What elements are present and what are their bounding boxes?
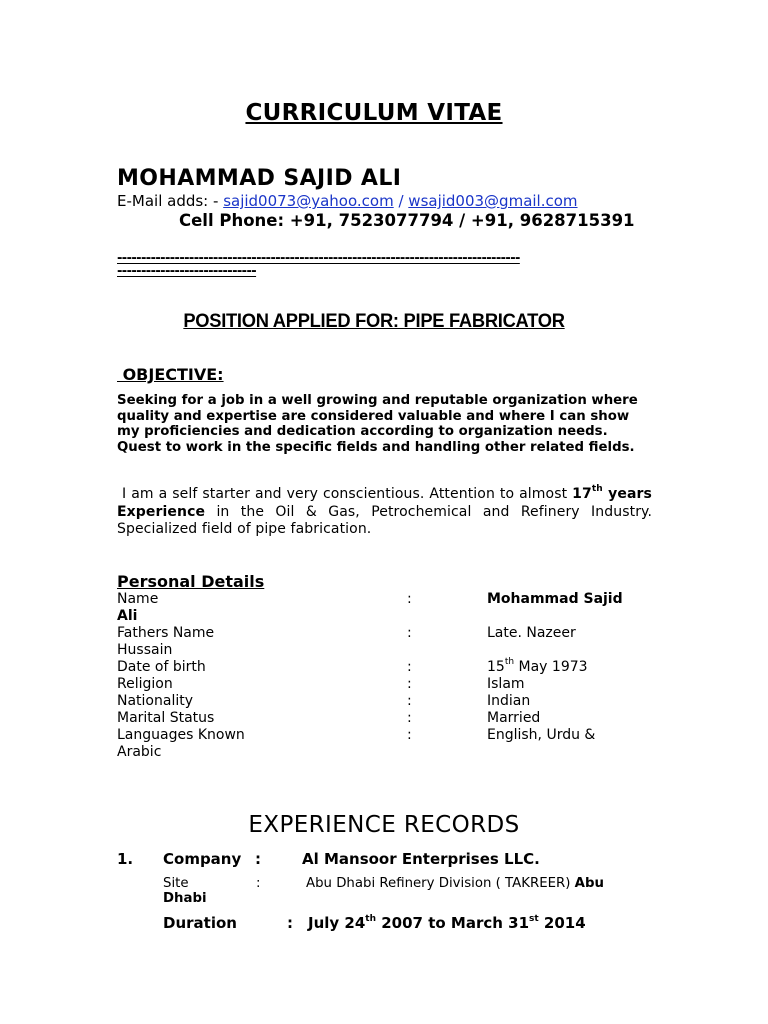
duration-end-suffix: st xyxy=(529,914,539,924)
divider-line xyxy=(117,252,520,278)
summary-years-number: 17 xyxy=(572,486,592,502)
detail-colon: : xyxy=(407,710,412,726)
detail-label: Nationality xyxy=(117,693,194,709)
detail-value-continued: Hussain xyxy=(117,642,173,658)
site-value-bold: Abu xyxy=(574,876,604,891)
detail-value: Married xyxy=(487,710,541,726)
detail-value xyxy=(487,659,588,676)
detail-value-continued: Arabic xyxy=(117,744,162,760)
duration-value xyxy=(308,914,586,932)
detail-value: Late. Nazeer xyxy=(487,625,576,641)
site-colon: : xyxy=(256,876,261,891)
candidate-name: MOHAMMAD SAJID ALI xyxy=(117,166,402,191)
summary-paragraph xyxy=(117,486,652,539)
company-colon: : xyxy=(255,850,261,868)
experience-heading: EXPERIENCE RECORDS xyxy=(248,812,520,838)
summary-text-1: I am a self starter and very conscientious. Attention to almost xyxy=(117,486,573,502)
detail-colon: : xyxy=(407,727,412,743)
detail-label: Date of birth xyxy=(117,659,206,675)
detail-value: Islam xyxy=(487,676,525,692)
detail-value-continued: Ali xyxy=(117,608,138,624)
email-separator: / xyxy=(393,192,409,210)
email-link-gmail[interactable]: wsajid003@gmail.com xyxy=(408,192,578,210)
dob-month-year: May 1973 xyxy=(514,659,588,675)
detail-value: English, Urdu & xyxy=(487,727,596,743)
duration-colon: : xyxy=(287,914,293,932)
duration-label: Duration xyxy=(163,914,237,932)
dob-day-suffix: th xyxy=(504,657,515,668)
dob-day: 15 xyxy=(487,659,505,675)
duration-start-suffix: th xyxy=(365,914,376,924)
email-label: E-Mail adds: - xyxy=(117,192,224,210)
email-line xyxy=(117,192,578,210)
detail-colon: : xyxy=(407,676,412,692)
phone-numbers: Cell Phone: +91, 7523077794 / +91, 9628715391 xyxy=(179,211,635,230)
divider-line-2: ----------------------------- xyxy=(117,264,257,279)
duration-middle: 2007 to March 31 xyxy=(376,914,530,932)
position-applied-text: POSITION APPLIED FOR: PIPE FABRICATOR xyxy=(183,310,565,332)
personal-details-heading: Personal Details xyxy=(117,572,265,591)
site-value-text: Abu Dhabi Refinery Division ( TAKREER) xyxy=(306,876,575,891)
detail-label: Fathers Name xyxy=(117,625,215,641)
detail-label: Religion xyxy=(117,676,173,692)
company-label: Company xyxy=(163,850,242,868)
detail-value: Indian xyxy=(487,693,531,709)
divider-line-1: ------------------------------------------------------------------------------------ xyxy=(117,251,520,266)
duration-start: July 24 xyxy=(308,914,366,932)
duration-end: 2014 xyxy=(538,914,586,932)
detail-colon: : xyxy=(407,625,412,641)
detail-colon: : xyxy=(407,591,412,607)
detail-label: Marital Status xyxy=(117,710,215,726)
summary-years-label: years Experience xyxy=(117,486,652,520)
position-applied xyxy=(22,310,725,333)
objective-paragraph: Seeking for a job in a well growing and reputable organization where quality and expertise are considered valuable and where I can show my proficiencies and dedication according to organization needs. Quest to work in the specific fields and handling other related fields. xyxy=(117,393,638,455)
company-name: Al Mansoor Enterprises LLC. xyxy=(302,850,540,868)
detail-colon: : xyxy=(407,693,412,709)
detail-value: Mohammad Sajid xyxy=(487,591,623,607)
site-value-continued: Dhabi xyxy=(163,891,207,906)
detail-label: Name xyxy=(117,591,159,607)
summary-years-suffix: th xyxy=(591,484,603,495)
document-title: CURRICULUM VITAE xyxy=(245,100,503,126)
experience-number: 1. xyxy=(117,850,134,868)
objective-heading: OBJECTIVE: xyxy=(117,365,224,384)
site-label: Site xyxy=(163,876,189,891)
email-link-yahoo[interactable]: sajid0073@yahoo.com xyxy=(223,192,394,210)
summary-text-2: in the Oil & Gas, Petrochemical and Refinery Industry. Specialized field of pipe fabrication. xyxy=(117,503,652,538)
site-value xyxy=(306,876,604,891)
detail-label: Languages Known xyxy=(117,727,245,743)
detail-colon: : xyxy=(407,659,412,675)
